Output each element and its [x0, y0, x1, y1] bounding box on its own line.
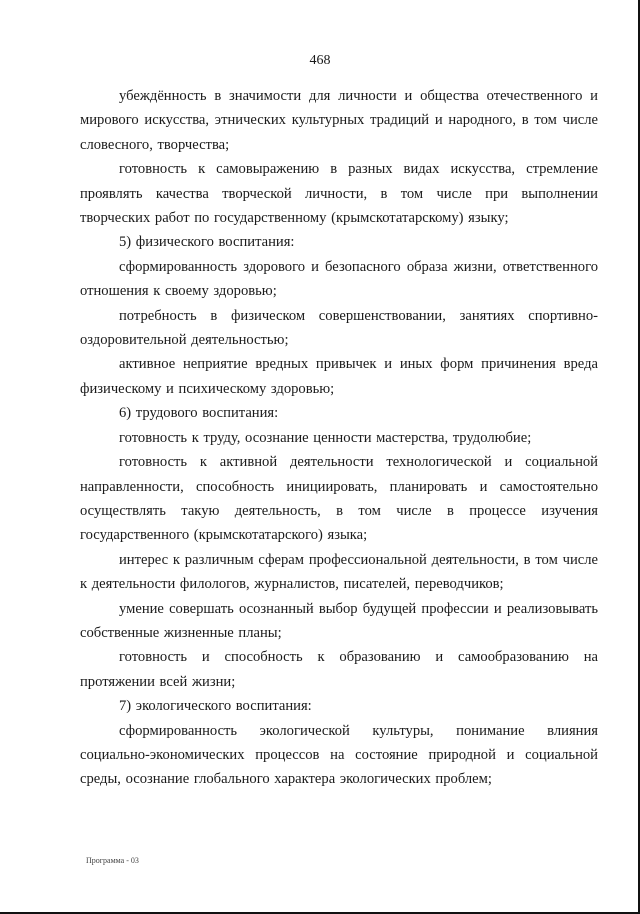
section-heading: 6) трудового воспитания:: [119, 405, 279, 422]
paragraph: сформированность здорового и безопасного образа жизни, ответственного отношения к своему здоровью;: [80, 258, 598, 300]
document-body: [80, 84, 598, 792]
section-heading: 7) экологического воспитания:: [119, 698, 312, 715]
paragraph: интерес к различным сферам профессиональной деятельности, в том числе к деятельности филологов, журналистов, писателей, переводчиков;: [80, 551, 598, 593]
paragraph: убеждённость в значимости для личности и общества отечественного и мирового искусства, этнических культурных традиций и народного, в том числе словесного, творчества;: [80, 88, 598, 153]
page-number: 468: [309, 53, 331, 68]
paragraph: готовность к самовыражению в разных видах искусства, стремление проявлять качества творческой личности, в том числе при выполнении творческих работ по государственному (крымскотатарскому) языку;: [80, 161, 598, 227]
paragraph: активное неприятие вредных привычек и иных форм причинения вреда физическому и психическому здоровью;: [80, 356, 598, 397]
paragraph: готовность к активной деятельности технологической и социальной направленности, способность инициировать, планировать и самостоятельно осуществлять такую деятельность, в том числе в процессе изучения государственного (крымскотатарского) языка;: [80, 454, 598, 544]
paragraph: сформированность экологической культуры, понимание влияния социально-экономических процессов на состояние природной и социальной среды, осознание глобального характера экологических проблем;: [80, 722, 598, 788]
paragraph: потребность в физическом совершенствовании, занятиях спортивно-оздоровительной деятельностью;: [80, 307, 598, 349]
paragraph: готовность к труду, осознание ценности мастерства, трудолюбие;: [119, 429, 532, 446]
paragraph: умение совершать осознанный выбор будущей профессии и реализовывать собственные жизненные планы;: [80, 600, 598, 641]
page-footer: Программа - 03: [86, 856, 139, 865]
paragraph: готовность и способность к образованию и самообразованию на протяжении всей жизни;: [80, 649, 598, 690]
section-heading: 5) физического воспитания:: [119, 234, 295, 251]
